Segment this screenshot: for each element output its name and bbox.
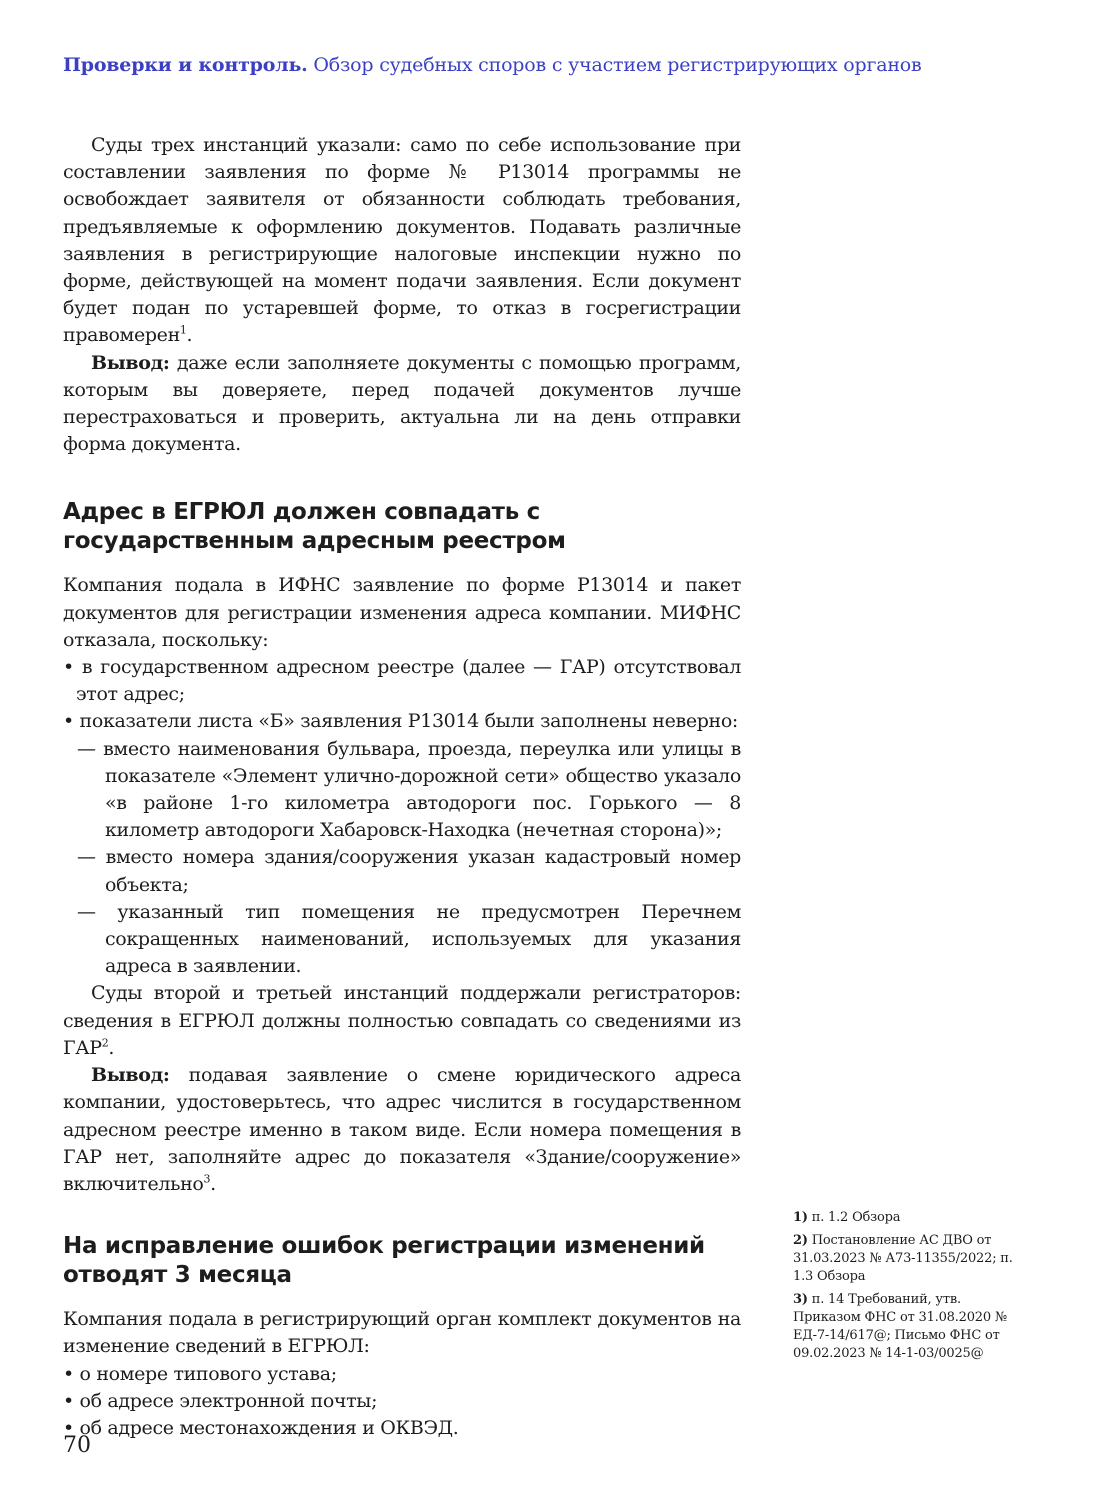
- section1-courts: Суды второй и третьей инстанций поддержали регистраторов: сведения в ЕГРЮЛ должны полностью совпадать со сведениями из ГАР$^2$.: [63, 982, 741, 1059]
- footnote-ref-2: 2: [101, 1036, 109, 1050]
- footnote-text: Постановление АС ДВО от 31.03.2023 № А73-11355/2022; п. 1.3 Обзора: [793, 1233, 1013, 1284]
- section1-intro: Компания подала в ИФНС заявление по форме Р13014 и пакет документов для регистрации изменения адреса компании. МИФНС отказала, поскольку:: [63, 574, 741, 651]
- footnote-number: 3): [793, 1292, 808, 1307]
- list-item: • об адресе местонахождения и ОКВЭД.: [63, 1416, 459, 1439]
- section1-conclusion: Вывод: подавая заявление о смене юридического адреса компании, удостоверьтесь, что адрес числится в государственном адресном реестре именно в таком виде. Если номера помещения в ГАР нет, заполняйте адрес до показателя «Здание/сооружение» включительно$^3$.: [63, 1064, 741, 1195]
- footnote-number: 2): [793, 1233, 808, 1248]
- intro-text: Суды трех инстанций указали: само по себе использование при составлении заявления по форме № Р13014 программы не освобождает заявителя от обязанности соблюдать требования, предъявляемые к оформлению документов. Подавать различные заявления в регистрирующие налоговые инспекции нужно по форме, действующей на момент подачи заявления. Если документ будет подан по устаревшей форме, то отказ в госрегистрации правомерен: [63, 134, 741, 347]
- footnote-1: [793, 1209, 1023, 1227]
- running-head-subtitle: Обзор судебных споров с участием регистрирующих органов: [313, 54, 922, 76]
- sub-list-item: — вместо наименования бульвара, проезда, переулка или улицы в показателе «Элемент улично-дорожной сети» общество указало «в районе 1-го километра автодороги пос. Горького — 8 километр автодороги Хабаровск-Находка (нечетная сторона)»;: [77, 737, 741, 842]
- conclusion-label: Вывод:: [91, 1064, 170, 1087]
- main-column: [63, 132, 741, 1442]
- footnotes: [793, 1209, 1023, 1368]
- courts-text: Суды второй и третьей инстанций поддержали регистраторов: сведения в ЕГРЮЛ должны полностью совпадать со сведениями из ГАР: [63, 982, 741, 1059]
- list-item: • об адресе электронной почты;: [63, 1389, 378, 1412]
- footnote-ref-1: 1: [179, 324, 187, 338]
- footnote-ref-3: 3: [203, 1172, 211, 1186]
- running-head: [63, 54, 922, 76]
- conclusion-text: даже если заполняете документы с помощью программ, которым вы доверяете, перед подачей документов лучше перестраховаться и проверить, актуальна ли на день отправки форма документа.: [63, 351, 741, 456]
- conclusion-label: Вывод:: [91, 351, 170, 374]
- footnote-3: [793, 1291, 1023, 1363]
- intro-paragraph: Суды трех инстанций указали: само по себе использование при составлении заявления по форме № Р13014 программы не освобождает заявителя от обязанности соблюдать требования, предъявляемые к оформлению документов. Подавать различные заявления в регистрирующие налоговые инспекции нужно по форме, действующей на момент подачи заявления. Если документ будет подан по устаревшей форме, то отказ в госрегистрации правомерен$^1$.: [63, 134, 741, 347]
- footnote-number: 1): [793, 1210, 808, 1225]
- footnote-text: п. 14 Требований, утв. Приказом ФНС от 31.08.2020 № ЕД-7-14/617@; Письмо ФНС от 09.02.2023 № 14-1-03/0025@: [793, 1292, 1007, 1361]
- sub-list-item: — указанный тип помещения не предусмотрен Перечнем сокращенных наименований, используемых для указания адреса в заявлении.: [77, 900, 741, 978]
- intro-conclusion: [63, 350, 741, 459]
- section-heading-address: Адрес в ЕГРЮЛ должен совпадать с государственным адресным реестром: [63, 499, 566, 555]
- footnote-text: п. 1.2 Обзора: [807, 1210, 901, 1225]
- footnote-2: [793, 1232, 1023, 1286]
- running-head-section: Проверки и контроль.: [63, 54, 308, 76]
- list-item: • в государственном адресном реестре (далее — ГАР) отсутствовал этот адрес;: [63, 656, 741, 706]
- sub-list-item: — вместо номера здания/сооружения указан кадастровый номер объекта;: [77, 846, 741, 896]
- list-item: • о номере типового устава;: [63, 1362, 337, 1385]
- conclusion-text: подавая заявление о смене юридического адреса компании, удостоверьтесь, что адрес числится в государственном адресном реестре именно в таком виде. Если номера помещения в ГАР нет, заполняйте адрес до показателя «Здание/сооружение» включительно: [63, 1064, 741, 1195]
- section-heading-corrections: На исправление ошибок регистрации изменений отводят 3 месяца: [63, 1233, 705, 1289]
- page-number: 70: [63, 1433, 91, 1458]
- section2-intro: Компания подала в регистрирующий орган комплект документов на изменение сведений в ЕГРЮЛ:: [63, 1308, 741, 1358]
- list-item: • показатели листа «Б» заявления Р13014 были заполнены неверно:: [63, 710, 738, 733]
